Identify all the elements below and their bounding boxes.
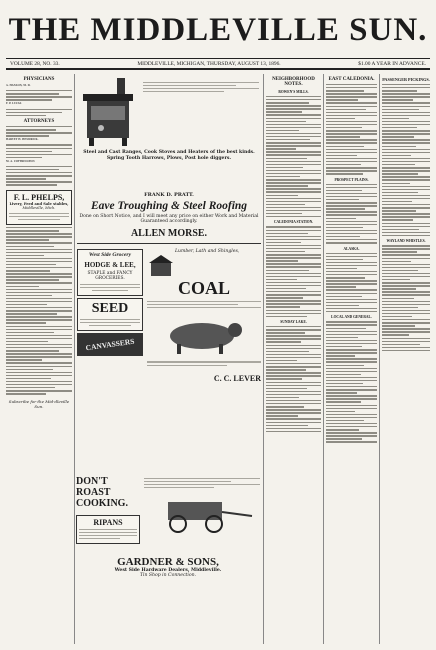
local-general-heading: LOCAL AND GENERAL. — [331, 315, 372, 320]
grocery-title: West Side Grocery — [88, 251, 132, 258]
masthead — [6, 6, 430, 56]
grocery-ad — [77, 247, 143, 383]
phelps-name: F. L. PHELPS, — [13, 192, 65, 202]
gardner-subtitle: West Side Hardware Dealers, Middleville. — [114, 568, 222, 573]
wayland-whistles-heading: WAYLAND WHISTLES. — [386, 239, 426, 244]
frank-pratt: FRANK D. PRATT. — [144, 192, 194, 198]
phelps-place: Middleville, Mich. — [22, 205, 56, 210]
directory-entry: A. HANLON, M. D. — [6, 84, 31, 87]
coal-label: COAL — [177, 277, 230, 298]
column-rule — [379, 74, 380, 644]
place-and-date: MIDDLEVILLE, MICHIGAN, THURSDAY, AUGUST 13, 1896. — [137, 60, 281, 67]
subscribe-notice: Subscribe for the Mid-dleville Sun. — [8, 398, 70, 409]
phelps-livery-ad — [6, 190, 72, 225]
sunday-lake-heading: SUNDAY LAKE. — [280, 320, 307, 325]
column-passenger-pickings — [382, 74, 430, 644]
dont-roast-title: DON'T ROAST COOKING. — [76, 476, 128, 509]
passenger-pickings-heading: PASSENGER PICKINGS. — [382, 77, 430, 82]
eave-troughing-title: Eave Troughing & Steel Roofing — [90, 200, 248, 212]
ripans-title: RIPANS — [93, 518, 123, 527]
canvassers-banner: CANVASSERS — [85, 336, 135, 353]
directory-entry: F. P. LUCAS — [6, 102, 22, 106]
column-directory — [6, 74, 72, 644]
gardner-sons: GARDNER & SONS, — [117, 556, 219, 568]
dateline — [6, 58, 430, 70]
directory-entry: HARVEY H. HENDRICK. — [6, 138, 39, 142]
directory-entry: M. A. COTTRINGTON — [6, 159, 35, 163]
carriage-illustration — [144, 494, 256, 534]
newspaper-title: THE MIDDLEVILLE SUN. — [8, 12, 428, 48]
building-icon — [149, 254, 173, 278]
volume-number: VOLUME 28, NO. 33. — [10, 60, 60, 67]
alaska-heading: ALASKA. — [343, 246, 360, 251]
eave-troughing-text: Done on Short Notice, and I will meet any price on either Work and Material Guaranteed accordingly. — [79, 214, 259, 225]
phelps-subtitle: Livery, Feed and Sale stables, — [9, 201, 69, 206]
stove-caption: Steel and Cast Ranges, Cook Stoves and Heaters of the best kinds. Spring Tooth Harrows, Plows, Post hole diggers. — [83, 150, 255, 161]
lumber-coal-ad — [147, 247, 261, 383]
column-rule — [323, 74, 324, 644]
column-east-caledonia — [326, 74, 377, 644]
east-caledonia-heading: EAST CALEDONIA. — [328, 77, 375, 82]
stove-ad — [77, 74, 261, 190]
column-neighborhood-notes — [266, 74, 321, 644]
allen-morse: ALLEN MORSE. — [130, 227, 208, 239]
bowens-mills-heading: BOWEN'S MILLS. — [278, 90, 309, 94]
attorneys-heading: ATTORNEYS — [23, 119, 55, 125]
physicians-heading: PHYSICIANS — [23, 77, 55, 82]
column-rule — [263, 74, 264, 644]
cooking-hardware-ad — [76, 476, 260, 644]
seed-label: SEED — [91, 301, 129, 317]
stove-illustration — [77, 78, 139, 148]
staple-fancy-groceries: STAPLE and FANCY GROCERIES. — [87, 270, 133, 281]
neighborhood-notes-heading: NEIGHBORHOOD NOTES. — [272, 77, 315, 87]
prospect-plains-heading: PROSPECT PLAINS. — [334, 177, 369, 182]
clever-signature: C. C. LEVER — [213, 373, 261, 383]
column-rule — [74, 74, 75, 644]
lumber-line: Lumber, Lath and Shingles, — [175, 248, 240, 254]
caledonia-station-heading: CALEDONIA STATION. — [273, 220, 314, 225]
subscription-price: $1.00 A YEAR IN ADVANCE. — [358, 60, 426, 67]
hodge-lee: HODGE & LEE, — [84, 260, 136, 269]
cow-illustration — [147, 316, 257, 356]
tin-shop-line: Tin Shop in Connection. — [139, 573, 197, 578]
